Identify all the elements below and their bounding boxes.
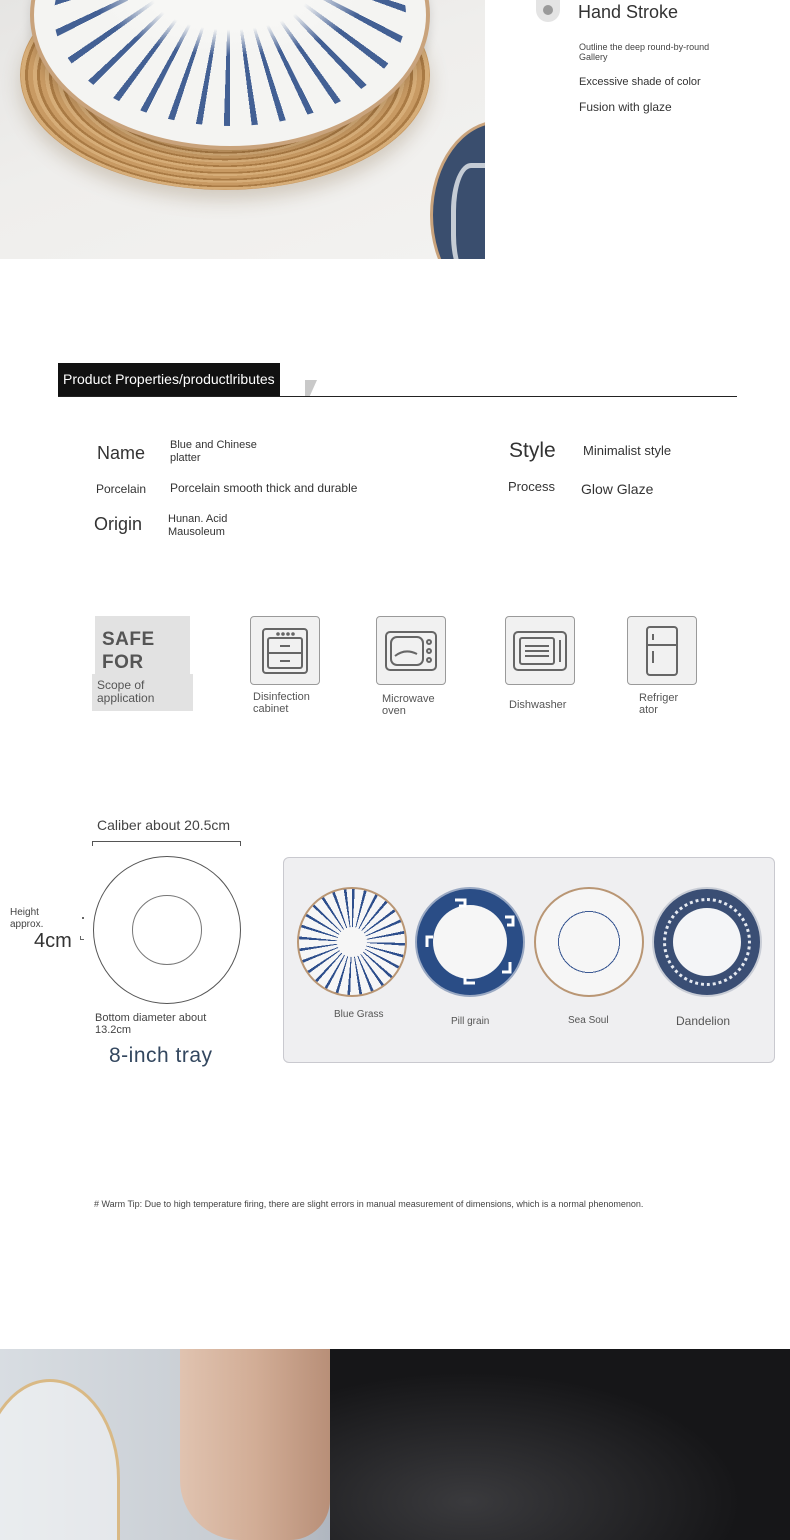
height-label: Height approx.	[10, 907, 44, 930]
height-tick-bottom	[80, 936, 84, 940]
caliber-text: Caliber about 20.5cm	[97, 817, 231, 833]
bottom-diameter-text: Bottom diameter about 13.2cm	[95, 1012, 207, 1036]
porcelain-value: Porcelain smooth thick and durable	[170, 481, 358, 495]
refrigerator-icon	[627, 616, 697, 685]
caliber-rule	[92, 841, 241, 846]
bullet-icon	[536, 0, 560, 22]
glass	[0, 1379, 120, 1540]
height-tick-top	[82, 917, 84, 919]
disinfection-cabinet-icon	[250, 616, 320, 685]
tray-name: 8-inch tray	[109, 1044, 213, 1067]
variant-plate-sea-soul[interactable]	[534, 887, 644, 997]
hand-stroke-line-3: Fusion with glaze	[579, 100, 672, 114]
header-divider	[58, 396, 737, 397]
warm-tip: # Warm Tip: Due to high temperature firing, there are slight errors in manual measurement of dimensions, which is a normal phenomenon.	[94, 1199, 644, 1209]
variant-plate-dandelion[interactable]	[652, 887, 762, 997]
variant-label-pill-grain: Pill grain	[451, 1016, 490, 1027]
dark-cloth	[330, 1349, 790, 1540]
refrigerator-label: Refriger ator	[639, 692, 679, 716]
arm	[180, 1349, 330, 1540]
dishwasher-label: Dishwasher	[509, 699, 567, 711]
safe-for-subtitle: Scope of application	[97, 678, 155, 705]
porcelain-label: Porcelain	[96, 482, 147, 496]
name-value: Blue and Chinese platter	[170, 439, 257, 464]
hand-stroke-line-1: Outline the deep round-by-round Gallery	[579, 42, 710, 62]
name-label: Name	[97, 443, 146, 463]
safe-for-title: SAFE FOR	[102, 629, 155, 673]
hand-stroke-line-2: Excessive shade of color	[579, 76, 701, 88]
hand-stroke-title: Hand Stroke	[578, 2, 679, 22]
height-value: 4cm	[34, 930, 72, 952]
properties-header: Product Properties/productlributes	[58, 363, 280, 396]
variant-plate-blue-grass[interactable]	[297, 887, 407, 997]
process-value: Glow Glaze	[581, 481, 654, 497]
process-label: Process	[508, 479, 555, 494]
second-plate	[430, 120, 485, 259]
microwave-label: Microwave oven	[382, 693, 435, 717]
header-notch	[305, 380, 317, 396]
origin-value: Hunan. Acid Mausoleum	[168, 513, 228, 538]
origin-label: Origin	[94, 514, 143, 534]
variant-label-blue-grass: Blue Grass	[334, 1009, 384, 1020]
dimension-plate-base	[132, 895, 202, 965]
microwave-icon	[376, 616, 446, 685]
style-value: Minimalist style	[583, 443, 672, 458]
lifestyle-photo-bottom	[0, 1349, 790, 1540]
style-label: Style	[509, 439, 556, 462]
variant-label-sea-soul: Sea Soul	[568, 1015, 609, 1026]
variant-label-dandelion: Dandelion	[676, 1014, 731, 1028]
product-photo-top	[0, 0, 485, 259]
dishwasher-icon	[505, 616, 575, 685]
disinfection-cabinet-label: Disinfection cabinet	[253, 691, 310, 715]
variant-plate-pill-grain[interactable]	[415, 887, 525, 997]
